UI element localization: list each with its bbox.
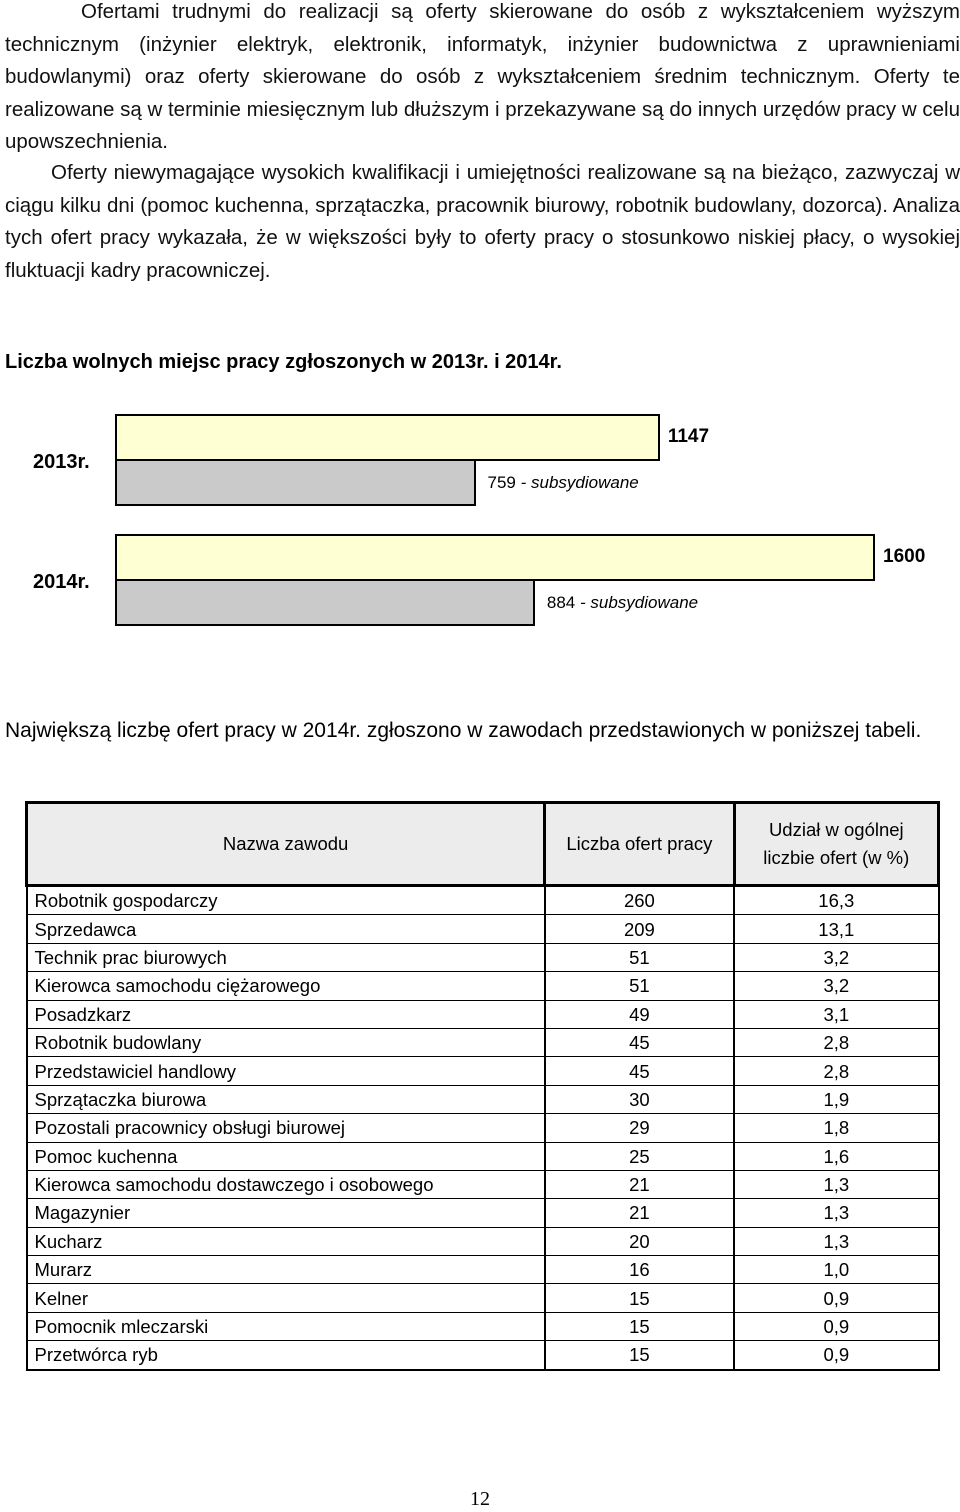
table-row: [27, 1057, 939, 1085]
table-row: [27, 1170, 939, 1198]
share-percent-cell: 2,8: [734, 1057, 938, 1085]
offer-count-cell: 45: [545, 1057, 734, 1085]
table-row: [27, 1256, 939, 1284]
header-offer-count: Liczba ofert pracy: [545, 803, 734, 886]
share-percent-cell: 0,9: [734, 1284, 938, 1312]
offer-count-cell: 45: [545, 1028, 734, 1056]
occupation-name-cell: Kierowca samochodu ciężarowego: [27, 972, 545, 1000]
occupation-name-cell: Posadzkarz: [27, 1000, 545, 1028]
occupation-name-cell: Kucharz: [27, 1227, 545, 1255]
offer-count-cell: 15: [545, 1312, 734, 1340]
table-row: [27, 1085, 939, 1113]
occupation-name-cell: Sprzątaczka biurowa: [27, 1085, 545, 1113]
occupation-name-cell: Robotnik gospodarczy: [27, 886, 545, 915]
table-row: [27, 1341, 939, 1370]
bar-total-offers: [115, 534, 875, 581]
offer-count-cell: 21: [545, 1199, 734, 1227]
table-row: [27, 1142, 939, 1170]
table-row: [27, 1199, 939, 1227]
occupation-name-cell: Przedstawiciel handlowy: [27, 1057, 545, 1085]
offer-count-cell: 25: [545, 1142, 734, 1170]
category-label: 2013r.: [33, 451, 90, 473]
offer-count-cell: 15: [545, 1284, 734, 1312]
total-value-label: 1147: [667, 426, 710, 447]
share-percent-cell: 3,1: [734, 1000, 938, 1028]
offer-count-cell: 29: [545, 1114, 734, 1142]
occupation-name-cell: Murarz: [27, 1256, 545, 1284]
share-percent-cell: 1,3: [734, 1227, 938, 1255]
occupation-name-cell: Magazynier: [27, 1199, 545, 1227]
header-occupation-name: Nazwa zawodu: [27, 803, 545, 886]
offer-count-cell: 260: [545, 886, 734, 915]
table-row: [27, 1284, 939, 1312]
share-percent-cell: 3,2: [734, 972, 938, 1000]
offer-count-cell: 21: [545, 1170, 734, 1198]
paragraph-hard-offers: Ofertami trudnymi do realizacji są oferty skierowane do osób z wykształceniem wyższym technicznym (inżynier elektryk, elektronik, informatyk, inżynier budownictwa z uprawnieniami budowlanymi) oraz oferty skierowane do osób z wykształceniem średnim technicznym. Oferty te realizowane są w terminie miesięcznym lub dłuższym i przekazywane są do innych urzędów pracy w celu upowszechnienia.: [5, 0, 960, 153]
offer-count-cell: 15: [545, 1341, 734, 1370]
share-percent-cell: 1,3: [734, 1199, 938, 1227]
chart-title: Liczba wolnych miejsc pracy zgłoszonych w 2013r. i 2014r.: [5, 351, 562, 373]
table-row: [27, 1114, 939, 1142]
table-row: [27, 1000, 939, 1028]
subsidized-value-label: 759 - subsydiowane: [487, 473, 639, 492]
share-percent-cell: 1,9: [734, 1085, 938, 1113]
table-row: [27, 915, 939, 943]
offer-count-cell: 16: [545, 1256, 734, 1284]
offer-count-cell: 49: [545, 1000, 734, 1028]
share-percent-cell: 3,2: [734, 943, 938, 971]
table-row: [27, 886, 939, 915]
share-percent-cell: 1,8: [734, 1114, 938, 1142]
occupation-name-cell: Przetwórca ryb: [27, 1341, 545, 1370]
share-percent-cell: 1,6: [734, 1142, 938, 1170]
occupation-name-cell: Technik prac biurowych: [27, 943, 545, 971]
offer-count-cell: 20: [545, 1227, 734, 1255]
page-number: 12: [470, 1488, 490, 1510]
occupation-name-cell: Pozostali pracownicy obsługi biurowej: [27, 1114, 545, 1142]
bar-subsidized-offers: [115, 579, 535, 626]
share-percent-cell: 1,0: [734, 1256, 938, 1284]
offer-count-cell: 30: [545, 1085, 734, 1113]
total-value-label: 1600: [883, 546, 926, 567]
paragraph-low-skill-offers: Oferty niewymagające wysokich kwalifikacji i umiejętności realizowane są na bieżąco, zazwyczaj w ciągu kilku dni (pomoc kuchenna, sprzątaczka, pracownik biurowy, robotnik budowlany, dozorca). Analiza tych ofert pracy wykazała, że w większości były to oferty pracy o stosunkowo niskiej płacy, o wysokiej fluktuacji kadry pracowniczej.: [5, 161, 960, 282]
table-row: [27, 972, 939, 1000]
offer-count-cell: 51: [545, 943, 734, 971]
top-occupations-table: [25, 801, 940, 1371]
table-intro-text: Największą liczbę ofert pracy w 2014r. zgłoszono w zawodach przedstawionych w poniższej tabeli.: [5, 719, 922, 742]
offer-count-cell: 51: [545, 972, 734, 1000]
occupation-name-cell: Kierowca samochodu dostawczego i osobowego: [27, 1170, 545, 1198]
category-label: 2014r.: [33, 571, 90, 593]
share-percent-cell: 0,9: [734, 1341, 938, 1370]
bar-subsidized-offers: [115, 459, 476, 506]
subsidized-value-label: 884 - subsydiowane: [546, 593, 699, 612]
table-row: [27, 1312, 939, 1340]
share-percent-cell: 0,9: [734, 1312, 938, 1340]
table-row: [27, 1227, 939, 1255]
occupation-name-cell: Pomoc kuchenna: [27, 1142, 545, 1170]
share-percent-cell: 1,3: [734, 1170, 938, 1198]
occupation-name-cell: Kelner: [27, 1284, 545, 1312]
occupation-name-cell: Pomocnik mleczarski: [27, 1312, 545, 1340]
occupation-name-cell: Robotnik budowlany: [27, 1028, 545, 1056]
occupation-name-cell: Sprzedawca: [27, 915, 545, 943]
share-percent-cell: 13,1: [734, 915, 938, 943]
offer-count-cell: 209: [545, 915, 734, 943]
table-row: [27, 943, 939, 971]
header-share-percent: Udział w ogólnej liczbie ofert (w %): [734, 803, 938, 886]
table-header-row: [27, 803, 939, 886]
table-body: [27, 886, 939, 1370]
bar-total-offers: [115, 414, 660, 461]
share-percent-cell: 16,3: [734, 886, 938, 915]
table-row: [27, 1028, 939, 1056]
share-percent-cell: 2,8: [734, 1028, 938, 1056]
